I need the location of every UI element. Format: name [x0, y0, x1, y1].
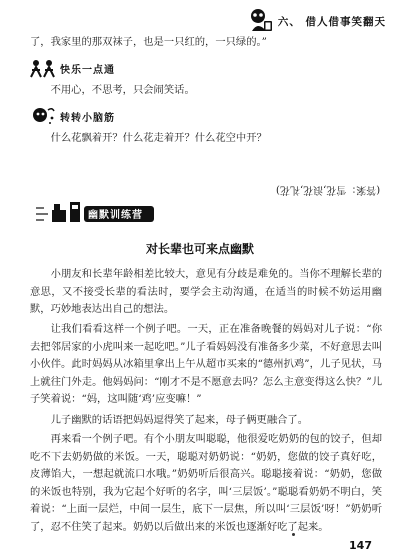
laughing-figures-icon	[30, 58, 56, 78]
section-practice-label: 幽默训练营	[88, 210, 143, 221]
page-number: 147	[349, 539, 372, 552]
intro-line: 了，我家里的那双袜子，也是一只红的，一只绿的。”	[30, 36, 267, 48]
thinking-figure-icon	[30, 106, 56, 126]
section-laugh-heading	[30, 58, 115, 78]
article-paragraph-3: 儿子幽默的话语把妈妈逗得笑了起来，母子俩更融合了。	[50, 414, 309, 426]
article-title: 对长辈也可来点幽默	[145, 242, 254, 256]
laugh-text: 不用心，不思考，只会闹笑话。	[50, 84, 195, 96]
print-speck	[292, 533, 295, 536]
article-paragraph-4: 再来看一个例子吧。有个小朋友叫聪聪，他很爱吃奶奶的包的饺子，但却吃不下去奶奶做的米饭。一天，聪聪对奶奶说：“奶奶，您做的饺子真好吃，皮薄馅大，一想起就流口水哦。”奶奶听后很高兴。聪聪接着说：“奶奶，您做的米饭也特别，我为它起个好听的名字，叫‘三层饭’。”聪聪看奶奶不明白，笑着说：“上面一层烂，中间一层生，底下一层焦，所以叫‘三层饭’呀！”奶奶听了，忍不住笑了起来。奶奶以后做出来的米饭也逐渐好吃了起来。	[30, 433, 382, 533]
riddle-answer: (答案：雪花,浪花,礼花)	[275, 184, 380, 195]
cartoon-figure-icon	[246, 7, 274, 35]
section-riddle-label: 转转小脑筋	[60, 112, 115, 124]
article-paragraph-2: 让我们看看这样一个例子吧。一天，正在准备晚餐的妈妈对儿子说：“你去把邻居家的小虎叫来一起吃吧。”儿子看妈妈没有准备多少菜，不好意思去叫小伙伴。此时妈妈从冰箱里拿出上午从超市买来的“德州扒鸡”，儿子见状，马上就往门外走。他妈妈问：“刚才不是不愿意去吗？怎么主意变得这么快？”儿子笑着说：“妈，这叫随‘鸡’应变嘛！”	[30, 323, 382, 406]
section-laugh-label: 快乐一点通	[60, 64, 115, 76]
chapter-title: 六、 借人借事笑翻天	[277, 15, 386, 28]
article-paragraph-1: 小朋友和长辈年龄相差比较大，意见有分歧是难免的。当你不理解长辈的意思，又不接受长辈的看法时，要学会主动沟通，在适当的时候不妨运用幽默，巧妙地表达出自己的想法。	[30, 268, 382, 316]
section-riddle-heading	[30, 106, 115, 126]
riddle-text: 什么花飘着开？什么花走着开？什么花空中开？	[50, 132, 267, 144]
page-header	[246, 6, 386, 36]
